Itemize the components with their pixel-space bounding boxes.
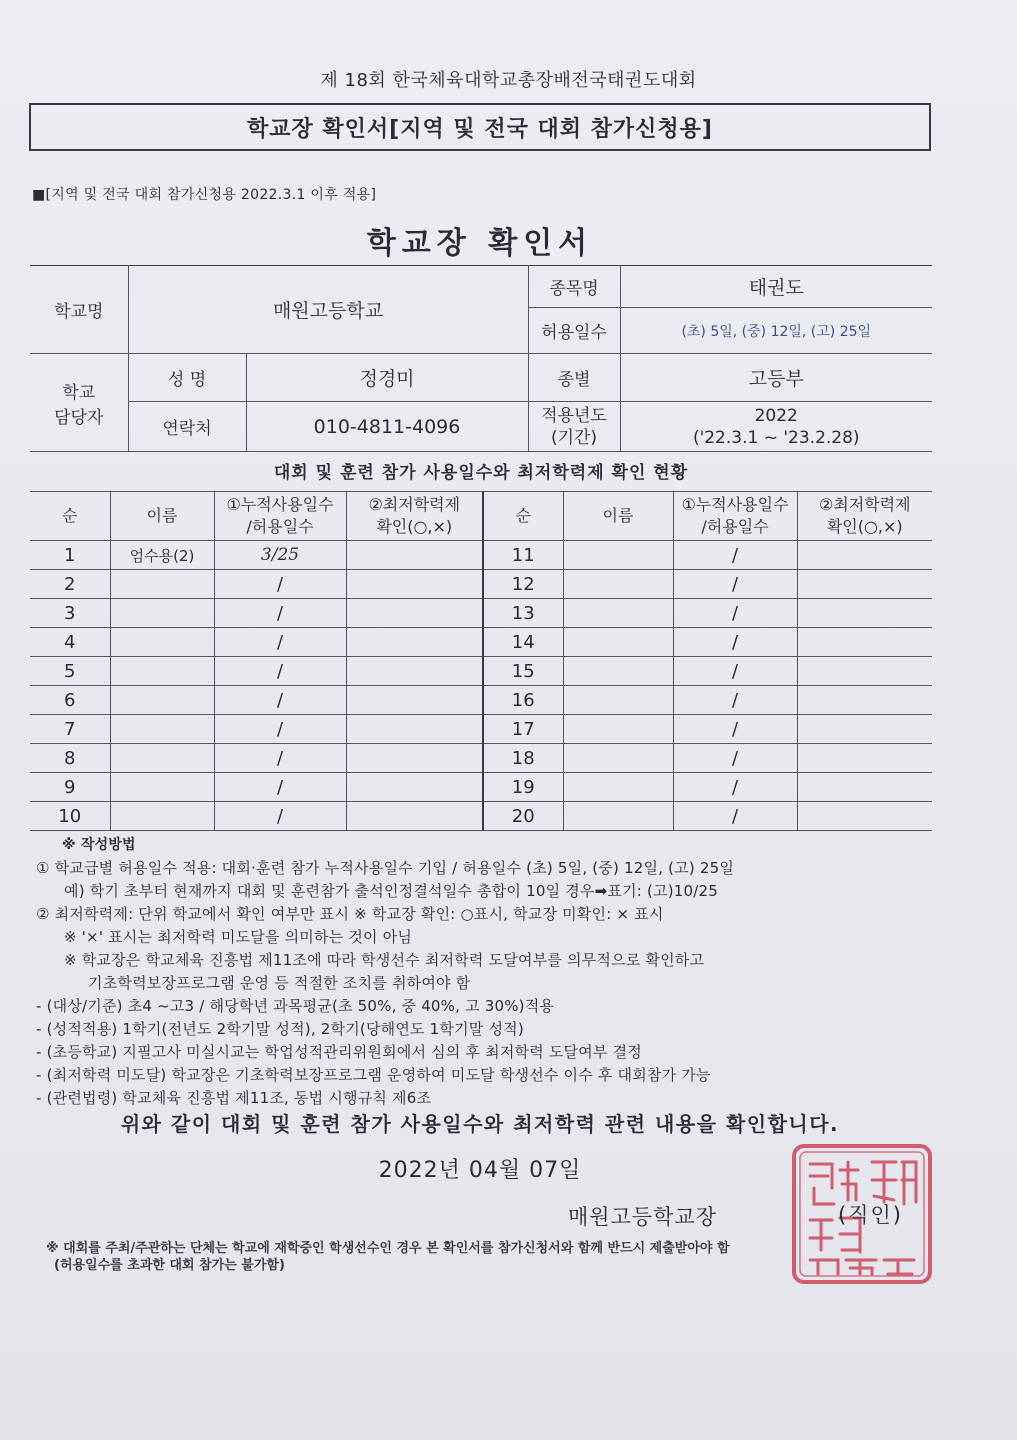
bottom-note-line1: ※ 대회를 주최/주관하는 단체는 학교에 재학중인 학생선수인 경우 본 확인서를 참가신청서와 함께 반드시 제출받아야 함	[46, 1241, 730, 1256]
row-min-check	[797, 686, 932, 715]
row-min-check	[346, 773, 483, 802]
contact-value: 010-4811-4096	[246, 402, 528, 452]
table-row	[30, 628, 932, 657]
row-days: /	[214, 744, 346, 773]
allowed-days-label: 허용일수	[528, 308, 620, 354]
row-min-check	[797, 599, 932, 628]
row-name	[563, 744, 673, 773]
row-days: /	[673, 744, 797, 773]
row-name	[110, 715, 214, 744]
row-min-check	[346, 541, 483, 570]
row-days: 3/25	[214, 541, 346, 570]
year-label-line1: 적용년도	[541, 405, 607, 426]
row-name	[110, 570, 214, 599]
usage-days-table	[30, 491, 932, 831]
col-header-days	[214, 492, 346, 541]
row-no: 19	[483, 773, 563, 802]
table-row	[30, 657, 932, 686]
row-no: 11	[483, 541, 563, 570]
row-min-check	[346, 657, 483, 686]
table-row	[30, 715, 932, 744]
school-label: 학교명	[30, 266, 128, 354]
note-2: ② 최저학력제: 단위 학교에서 확인 여부만 표시 ※ 학교장 확인: ○표시, 학교장 미확인: × 표시	[36, 905, 664, 923]
detail-1: - (대상/기준) 초4 ~고3 / 해당학년 과목평균(초 50%, 중 40%, 고 30%)적용	[36, 997, 555, 1015]
row-no: 12	[483, 570, 563, 599]
row-name	[563, 657, 673, 686]
col-header-min-line2: 확인(○,×)	[376, 517, 453, 536]
detail-3: - (초등학교) 지필고사 미실시교는 학업성적관리위원회에서 심의 후 최저학력 도달여부 결정	[36, 1043, 642, 1061]
col-header-name: 이름	[563, 492, 673, 541]
row-days: /	[214, 657, 346, 686]
row-days: /	[214, 686, 346, 715]
row-min-check	[797, 570, 932, 599]
name-label: 성 명	[128, 354, 246, 402]
row-days: /	[214, 715, 346, 744]
col-header-min	[346, 492, 483, 541]
row-no: 10	[30, 802, 110, 831]
row-days: /	[673, 628, 797, 657]
bottom-note-line2: (허용일수를 초과한 대회 참가는 불가함)	[54, 1258, 285, 1273]
issue-date: 2022년 04월 07일	[378, 1158, 582, 1183]
note-2c: 기초학력보장프로그램 운영 등 적절한 조치를 취하여야 함	[88, 974, 471, 992]
seal-label: (직인)	[838, 1203, 903, 1227]
staff-label-line2: 담당자	[54, 407, 104, 428]
event-value: 태권도	[620, 266, 932, 308]
row-days: /	[214, 802, 346, 831]
row-days: /	[673, 802, 797, 831]
table-row	[30, 802, 932, 831]
year-label-line2: (기간)	[550, 427, 598, 448]
col-header-no: 순	[483, 492, 563, 541]
note-1-example: 예) 학기 초부터 현재까지 대회 및 훈련참가 출석인정결석일수 총합이 10일 경우➡표기: (고)10/25	[64, 882, 719, 900]
form-title: 학교장 확인서[지역 및 전국 대회 참가신청용]	[247, 116, 713, 142]
confirmation-statement: 위와 같이 대회 및 훈련 참가 사용일수와 최저학력 관련 내용을 확인합니다.	[120, 1112, 840, 1136]
col-header-days-line1: ①누적사용일수	[681, 495, 789, 514]
col-header-min-line1: ②최저학력제	[818, 495, 911, 514]
row-no: 16	[483, 686, 563, 715]
competition-title: 제 18회 한국체육대학교총장배전국태권도대회	[320, 70, 697, 91]
row-no: 13	[483, 599, 563, 628]
table-subtitle: 대회 및 훈련 참가 사용일수와 최저학력제 확인 현황	[273, 463, 689, 483]
row-min-check	[797, 628, 932, 657]
col-header-days	[673, 492, 797, 541]
row-no: 4	[30, 628, 110, 657]
row-days: /	[214, 599, 346, 628]
row-no: 20	[483, 802, 563, 831]
row-no: 18	[483, 744, 563, 773]
detail-4: - (최저학력 미도달) 학교장은 기초학력보장프로그램 운영하여 미도달 학생선수 이수 후 대회참가 가능	[36, 1066, 711, 1084]
row-days: /	[214, 628, 346, 657]
row-min-check	[797, 744, 932, 773]
col-header-name: 이름	[110, 492, 214, 541]
row-name	[110, 657, 214, 686]
col-header-days-line1: ①누적사용일수	[226, 495, 334, 514]
row-min-check	[797, 802, 932, 831]
row-name	[563, 599, 673, 628]
row-days: /	[673, 715, 797, 744]
usage-note: ■[지역 및 전국 대회 참가신청용 2022.3.1 이후 적용]	[32, 187, 377, 203]
year-value-line1: 2022	[754, 405, 798, 426]
year-label	[528, 402, 620, 452]
table-header-row	[30, 492, 932, 541]
col-header-no: 순	[30, 492, 110, 541]
event-label: 종목명	[528, 266, 620, 308]
row-min-check	[346, 570, 483, 599]
table-row	[30, 541, 932, 570]
row-no: 5	[30, 657, 110, 686]
school-info-table	[30, 265, 932, 452]
row-no: 7	[30, 715, 110, 744]
note-2b: ※ 학교장은 학교체육 진흥법 제11조에 따라 학생선수 최저학력 도달여부를 의무적으로 확인하고	[64, 951, 705, 969]
row-min-check	[797, 541, 932, 570]
row-name	[563, 802, 673, 831]
writing-instructions	[36, 834, 936, 1110]
form-title-box	[29, 103, 931, 151]
row-name	[563, 541, 673, 570]
row-days: /	[673, 570, 797, 599]
row-min-check	[797, 715, 932, 744]
note-2a: ※ '×' 표시는 최저학력 미도달을 의미하는 것이 아님	[64, 928, 413, 946]
table-row	[30, 686, 932, 715]
name-value: 정경미	[246, 354, 528, 402]
row-no: 2	[30, 570, 110, 599]
principal-title: 매원고등학교장	[568, 1205, 718, 1229]
row-min-check	[346, 628, 483, 657]
row-days: /	[673, 773, 797, 802]
division-value: 고등부	[620, 354, 932, 402]
row-days: /	[214, 570, 346, 599]
notes-heading: ※ 작성방법	[62, 837, 136, 853]
row-name	[110, 599, 214, 628]
document-title: 학교장 확인서	[366, 226, 594, 261]
row-min-check	[797, 657, 932, 686]
row-name: 엄수용(2)	[110, 541, 214, 570]
row-no: 9	[30, 773, 110, 802]
row-name	[563, 715, 673, 744]
contact-label: 연락처	[128, 402, 246, 452]
table-row	[30, 570, 932, 599]
table-row	[30, 744, 932, 773]
col-header-days-line2: /허용일수	[246, 517, 314, 536]
col-header-days-line2: /허용일수	[701, 517, 769, 536]
row-min-check	[346, 802, 483, 831]
row-min-check	[346, 744, 483, 773]
year-value	[620, 402, 932, 452]
row-no: 8	[30, 744, 110, 773]
staff-label-line1: 학교	[62, 382, 96, 403]
row-no: 14	[483, 628, 563, 657]
row-days: /	[214, 773, 346, 802]
row-days: /	[673, 541, 797, 570]
row-no: 6	[30, 686, 110, 715]
row-name	[563, 773, 673, 802]
col-header-min-line1: ②최저학력제	[368, 495, 461, 514]
row-no: 15	[483, 657, 563, 686]
row-min-check	[346, 715, 483, 744]
col-header-min	[797, 492, 932, 541]
bottom-note	[46, 1240, 730, 1274]
row-min-check	[346, 599, 483, 628]
row-name	[110, 802, 214, 831]
row-min-check	[346, 686, 483, 715]
row-name	[110, 773, 214, 802]
detail-2: - (성적적용) 1학기(전년도 2학기말 성적), 2학기(당해연도 1학기말 성적)	[36, 1020, 524, 1038]
year-value-line2: ('22.3.1 ~ '23.2.28)	[692, 427, 860, 448]
allowed-days-value: (초) 5일, (중) 12일, (고) 25일	[620, 308, 932, 354]
row-no: 17	[483, 715, 563, 744]
detail-5: - (관련법령) 학교체육 진흥법 제11조, 동법 시행규칙 제6조	[36, 1089, 432, 1107]
row-no: 1	[30, 541, 110, 570]
row-name	[110, 628, 214, 657]
row-name	[563, 686, 673, 715]
row-name	[110, 744, 214, 773]
row-min-check	[797, 773, 932, 802]
col-header-min-line2: 확인(○,×)	[826, 517, 903, 536]
school-value: 매원고등학교	[128, 266, 528, 354]
row-days: /	[673, 657, 797, 686]
staff-label	[30, 354, 128, 452]
row-name	[563, 628, 673, 657]
row-days: /	[673, 686, 797, 715]
row-name	[563, 570, 673, 599]
note-1: ① 학교급별 허용일수 적용: 대회·훈련 참가 누적사용일수 기입 / 허용일수 (초) 5일, (중) 12일, (고) 25일	[36, 859, 735, 877]
row-no: 3	[30, 599, 110, 628]
row-days: /	[673, 599, 797, 628]
table-row	[30, 599, 932, 628]
division-label: 종별	[528, 354, 620, 402]
row-name	[110, 686, 214, 715]
table-row	[30, 773, 932, 802]
